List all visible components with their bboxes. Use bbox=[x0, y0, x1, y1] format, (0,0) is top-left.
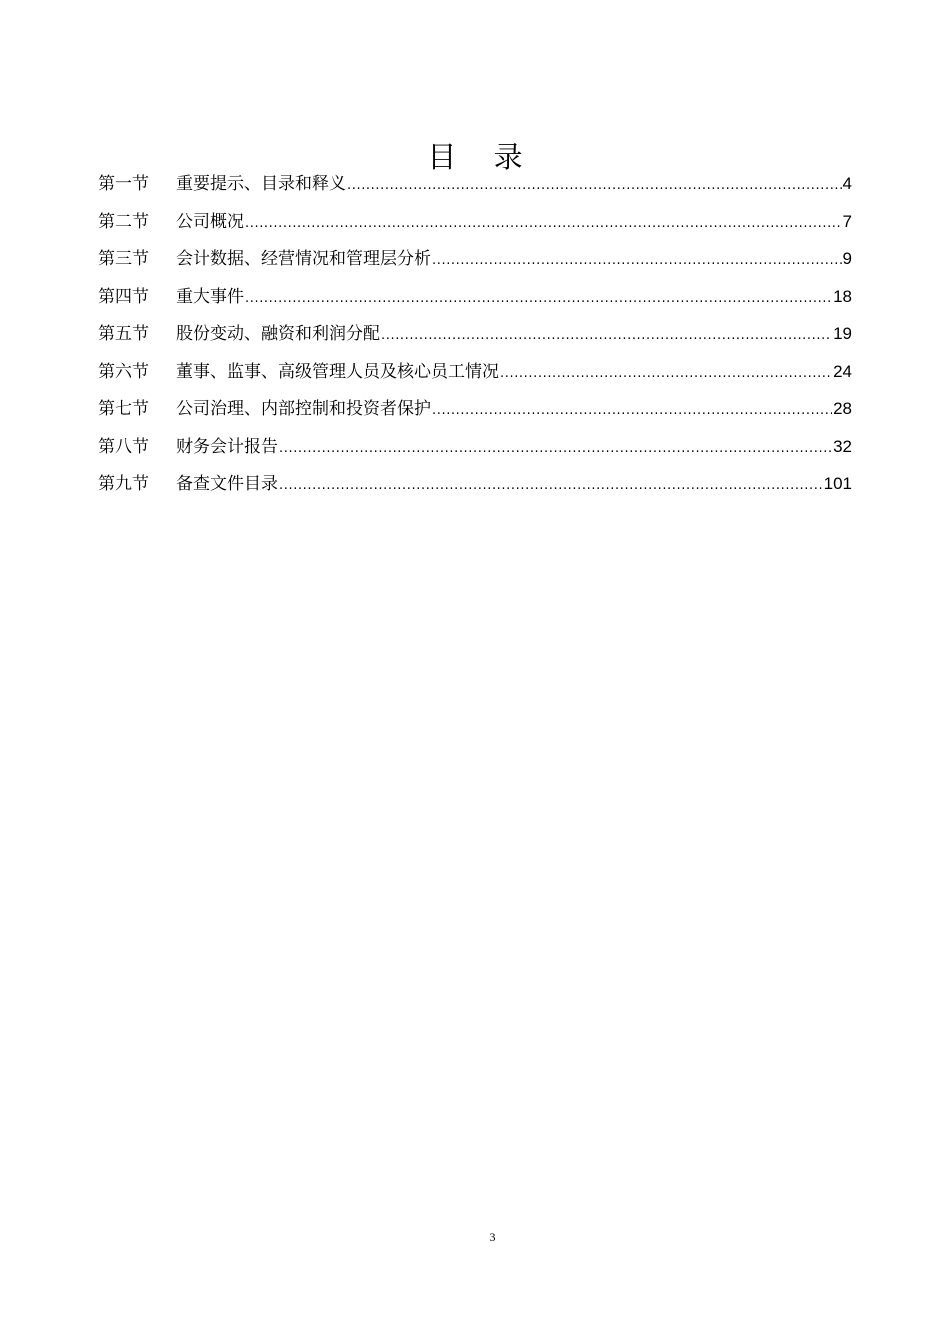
toc-dot-leader bbox=[279, 470, 823, 501]
toc-dot-leader bbox=[279, 433, 832, 464]
toc-dot-leader bbox=[432, 245, 842, 276]
toc-page-number: 9 bbox=[842, 249, 852, 268]
toc-section-title: 重大事件 bbox=[176, 286, 244, 307]
toc-page-number: 28 bbox=[833, 399, 852, 418]
toc-section-title: 备查文件目录 bbox=[176, 474, 278, 494]
toc-entry[interactable] bbox=[98, 281, 852, 319]
toc-page-number: 4 bbox=[842, 174, 852, 193]
toc-section-title: 重要提示、目录和释义 bbox=[176, 174, 346, 194]
toc-entry[interactable] bbox=[98, 318, 852, 356]
toc-entry[interactable] bbox=[98, 206, 852, 244]
toc-entry[interactable] bbox=[98, 468, 852, 506]
toc-section-number: 第九节 bbox=[98, 474, 149, 494]
toc-page-number: 101 bbox=[823, 474, 852, 493]
toc-entry[interactable] bbox=[98, 393, 852, 431]
toc-section-title: 董事、监事、高级管理人员及核心员工情况 bbox=[176, 361, 499, 382]
toc-dot-leader bbox=[245, 208, 842, 239]
toc-section-number: 第七节 bbox=[98, 399, 149, 419]
toc-section-number: 第六节 bbox=[98, 361, 149, 382]
toc-dot-leader bbox=[347, 170, 842, 201]
toc-page-number: 32 bbox=[833, 436, 852, 456]
toc-dot-leader bbox=[245, 283, 832, 314]
toc-entry[interactable] bbox=[98, 243, 852, 281]
toc-section-title: 股份变动、融资和利润分配 bbox=[176, 324, 380, 344]
toc-section-number: 第八节 bbox=[98, 436, 149, 457]
toc-page-number: 18 bbox=[833, 286, 852, 306]
toc-section-title: 会计数据、经营情况和管理层分析 bbox=[176, 249, 431, 269]
toc-entry[interactable] bbox=[98, 168, 852, 206]
page-title: 目 录 bbox=[427, 140, 537, 175]
toc-entry[interactable] bbox=[98, 431, 852, 469]
toc-section-number: 第四节 bbox=[98, 286, 149, 307]
toc-section-title: 公司治理、内部控制和投资者保护 bbox=[176, 399, 431, 419]
toc-page-number: 19 bbox=[833, 324, 852, 343]
toc-section-number: 第五节 bbox=[98, 324, 149, 344]
toc-section-number: 第一节 bbox=[98, 174, 149, 194]
toc-page-number: 24 bbox=[833, 361, 852, 381]
toc-entry[interactable] bbox=[98, 356, 852, 394]
toc-section-title: 公司概况 bbox=[176, 211, 244, 232]
toc-section-title: 财务会计报告 bbox=[176, 436, 278, 457]
toc-section-number: 第三节 bbox=[98, 249, 149, 269]
toc-dot-leader bbox=[381, 320, 832, 351]
table-of-contents bbox=[98, 168, 852, 506]
toc-dot-leader bbox=[500, 358, 832, 389]
page-number: 3 bbox=[489, 1230, 496, 1244]
toc-page-number: 7 bbox=[842, 211, 852, 231]
toc-dot-leader bbox=[432, 395, 832, 426]
toc-section-number: 第二节 bbox=[98, 211, 149, 232]
